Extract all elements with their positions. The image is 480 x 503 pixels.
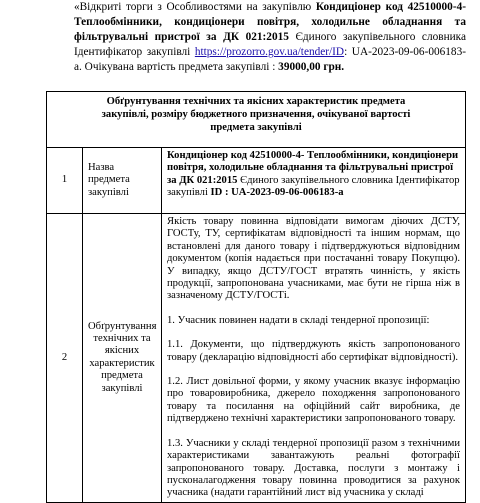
- intro-price: 39000,00 грн.: [278, 61, 345, 73]
- justification-table: [46, 147, 466, 503]
- requirement-paragraph: 1.1. Документи, що підтверджують якість запропонованого товару (декларацію відповідності або сертифікат відповідності).: [167, 339, 460, 363]
- section-title: Обґрунтування технічних та якісних характеристик предмета закупівлі, розміру бюджетного призначення, очікуваної вартості предмета закупівлі: [101, 96, 411, 133]
- intro-prefix: «Відкриті торги з Особливостями на закупівлю: [74, 1, 316, 13]
- row-number: 1: [47, 148, 83, 214]
- requirement-paragraph: 1.3. Учасники у складі тендерної пропозиції разом з технічними характеристиками завантажують реальні фотографії запропонованого товару. Доставка, послуги з монтажу і пусконалагодження товару повинна проводитися за рахунок учасника (надати гарантійний лист від учасника у складі: [167, 437, 460, 499]
- table-row: [47, 214, 466, 503]
- row-value: [162, 148, 466, 214]
- item-dictionary: Єдиного закупівельного словника Ідентифікатор закупівлі: [167, 174, 460, 199]
- table-row: [47, 148, 466, 214]
- intro-after-link: : UA-2023-09-06-006183-а. Очікувана вартість предмета закупівлі :: [74, 46, 466, 73]
- row-value: [162, 214, 466, 503]
- requirement-paragraph: 1. Учасник повинен надати в складі тендерної пропозиції:: [167, 314, 430, 326]
- row-name: Обґрунтування технічних та якісних характеристик предмета закупівлі: [83, 214, 162, 503]
- section-title-box: [46, 91, 466, 148]
- requirement-paragraph: Якість товару повинна відповідати вимогам діючих ДСТУ, ГОСТу, ТУ, сертифікатам відповідності та іншим нормам, що встановлені для даного товару і підтверджуються відповідним документом (копія надається при постачанні товару Покупцю). У випадку, якщо ДСТУ/ГОСТ втратять чинність, у якість продукції, запропонована учасниками, має бути не гірша ніж в зазначеному ДСТУ/ГОСТі.: [167, 216, 460, 302]
- item-id: ID : UA-2023-09-06-006183-а: [210, 187, 344, 199]
- item-name: Кондиціонер код 42510000-4- Теплообмінники, кондиціонери повітря, холодильне обладнання та фільтрувальні пристрої за ДК 021:2015: [167, 150, 459, 186]
- intro-paragraph: [74, 0, 466, 75]
- intro-item-name: Кондиціонер код 42510000-4-Теплообмінники, кондиціонери повітря, холодильне обладнання та фільтрувальні пристрої за ДК 021:2015: [74, 1, 466, 43]
- intro-dictionary: Єдиного закупівельного словника Ідентифікатор закупівлі: [74, 31, 466, 58]
- requirement-paragraph: 1.2. Лист довільної форми, у якому учасник вказує інформацію про товаровиробника, джерело походження запропонованого товару та посилання на офіційний сайт виробника, де підтверджено технічні характеристики запропонованого товару.: [167, 376, 460, 425]
- row-number: 2: [47, 214, 83, 503]
- row-name: Назва предмета закупівлі: [83, 148, 162, 214]
- prozorro-link[interactable]: https://prozorro.gov.ua/tender/ID: [194, 46, 345, 58]
